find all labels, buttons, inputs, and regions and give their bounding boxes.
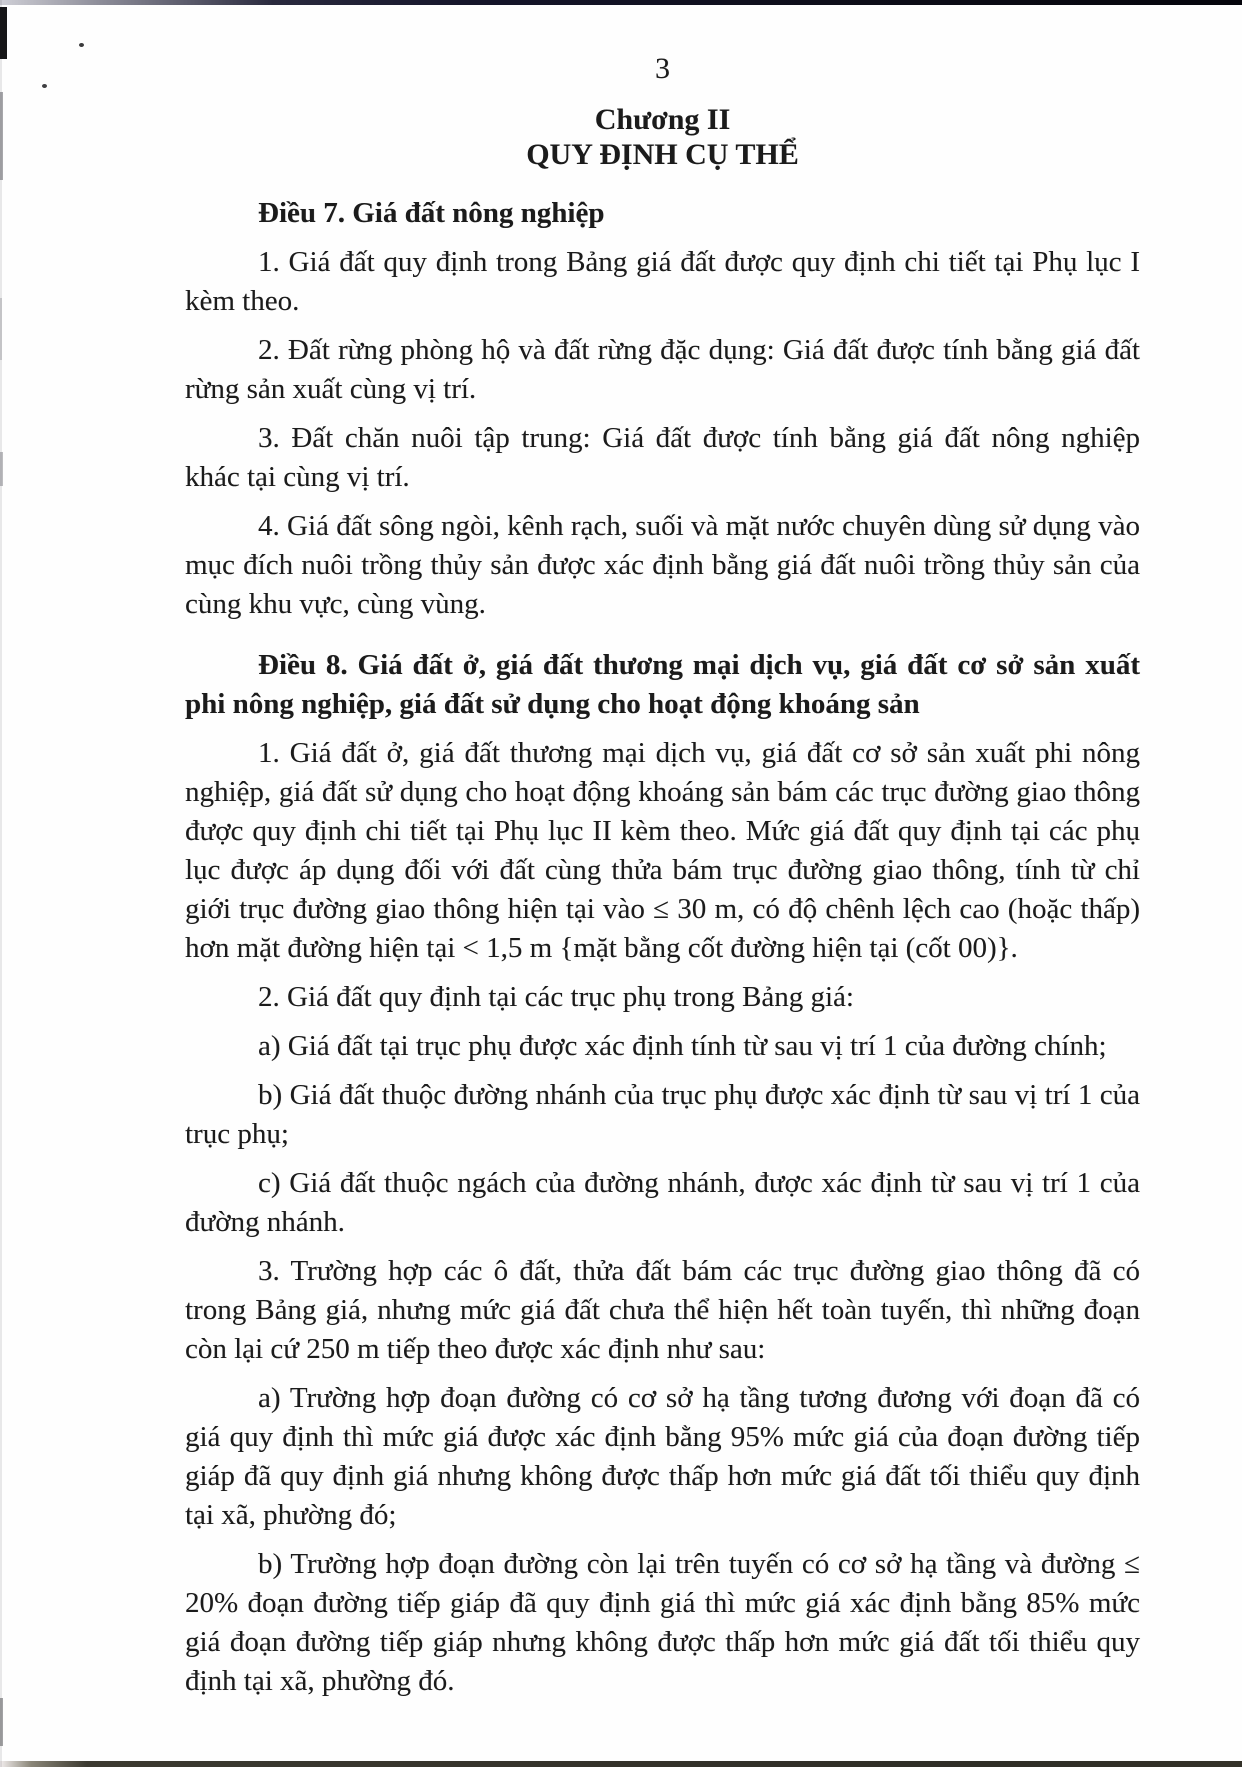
scan-artifact-left-segment bbox=[0, 298, 2, 360]
article-8-paragraph-2c: c) Giá đất thuộc ngách của đường nhánh, được xác định từ sau vị trí 1 của đường nhánh. bbox=[185, 1167, 1140, 1238]
article-7-paragraph-1: 1. Giá đất quy định trong Bảng giá đất được quy định chi tiết tại Phụ lục I kèm theo. bbox=[185, 246, 1140, 317]
scan-artifact-left-segment bbox=[0, 92, 3, 180]
article-7-heading: Điều 7. Giá đất nông nghiệp bbox=[258, 197, 605, 229]
scan-artifact-left-segment bbox=[0, 1698, 3, 1746]
scan-artifact-speck bbox=[79, 43, 84, 47]
article-7-paragraph-2: 2. Đất rừng phòng hộ và đất rừng đặc dụng: Giá đất được tính bằng giá đất rừng sản xuất cùng vị trí. bbox=[185, 334, 1140, 405]
article-7-paragraph-4: 4. Giá đất sông ngòi, kênh rạch, suối và mặt nước chuyên dùng sử dụng vào mục đích nuôi trồng thủy sản được xác định bằng giá đất nuôi trồng thủy sản của cùng khu vực, cùng vùng. bbox=[185, 510, 1140, 620]
article-8-paragraph-2a: a) Giá đất tại trục phụ được xác định tính từ sau vị trí 1 của đường chính; bbox=[258, 1030, 1107, 1062]
page-number: 3 bbox=[655, 52, 670, 85]
scan-artifact-left-segment bbox=[0, 452, 3, 486]
article-8-paragraph-3a: a) Trường hợp đoạn đường có cơ sở hạ tầng tương đương với đoạn đã có giá quy định thì mức giá được xác định bằng 95% mức giá của đoạn đường tiếp giáp đã quy định giá nhưng không được thấp hơn mức giá đất tối thiểu quy định tại xã, phường đó; bbox=[185, 1382, 1140, 1531]
article-7-paragraph-3: 3. Đất chăn nuôi tập trung: Giá đất được tính bằng giá đất nông nghiệp khác tại cùng vị trí. bbox=[185, 422, 1140, 493]
chapter-title: QUY ĐỊNH CỤ THỂ bbox=[526, 138, 799, 171]
scan-artifact-left-corner-mark bbox=[0, 7, 7, 59]
chapter-label: Chương II bbox=[594, 103, 731, 136]
scan-artifact-left-edge-line bbox=[0, 0, 2, 1767]
article-8-paragraph-2b: b) Giá đất thuộc đường nhánh của trục phụ được xác định từ sau vị trí 1 của trục phụ; bbox=[185, 1079, 1140, 1150]
scan-artifact-bottom-edge-bar bbox=[0, 1761, 1242, 1767]
article-8-paragraph-3: 3. Trường hợp các ô đất, thửa đất bám các trục đường giao thông đã có trong Bảng giá, nhưng mức giá đất chưa thể hiện hết toàn tuyến, thì những đoạn còn lại cứ 250 m tiếp theo được xác định như sau: bbox=[185, 1255, 1140, 1365]
document-content bbox=[185, 52, 1140, 1701]
article-8-paragraph-2: 2. Giá đất quy định tại các trục phụ trong Bảng giá: bbox=[258, 981, 854, 1013]
article-8-paragraph-1: 1. Giá đất ở, giá đất thương mại dịch vụ, giá đất cơ sở sản xuất phi nông nghiệp, giá đất sử dụng cho hoạt động khoáng sản bám các trục đường giao thông được quy định chi tiết tại Phụ lục II kèm theo. Mức giá đất quy định tại các phụ lục được áp dụng đối với đất cùng thửa bám trục đường giao thông, tính từ chỉ giới trục đường giao thông hiện tại vào ≤ 30 m, có độ chênh lệch cao (hoặc thấp) hơn mặt đường hiện tại < 1,5 m {mặt bằng cốt đường hiện tại (cốt 00)}. bbox=[185, 737, 1140, 964]
article-8-heading: Điều 8. Giá đất ở, giá đất thương mại dịch vụ, giá đất cơ sở sản xuất phi nông nghiệp, giá đất sử dụng cho hoạt động khoáng sản bbox=[185, 649, 1140, 720]
scan-artifact-top-edge-bar bbox=[0, 0, 1242, 5]
article-8-paragraph-3b: b) Trường hợp đoạn đường còn lại trên tuyến có cơ sở hạ tầng và đường ≤ 20% đoạn đường tiếp giáp đã quy định giá thì mức giá xác định bằng 85% mức giá đoạn đường tiếp giáp nhưng không được thấp hơn mức giá đất tối thiểu quy định tại xã, phường đó. bbox=[185, 1548, 1140, 1697]
scan-artifact-speck bbox=[42, 84, 47, 88]
chapter-heading bbox=[185, 102, 1140, 172]
